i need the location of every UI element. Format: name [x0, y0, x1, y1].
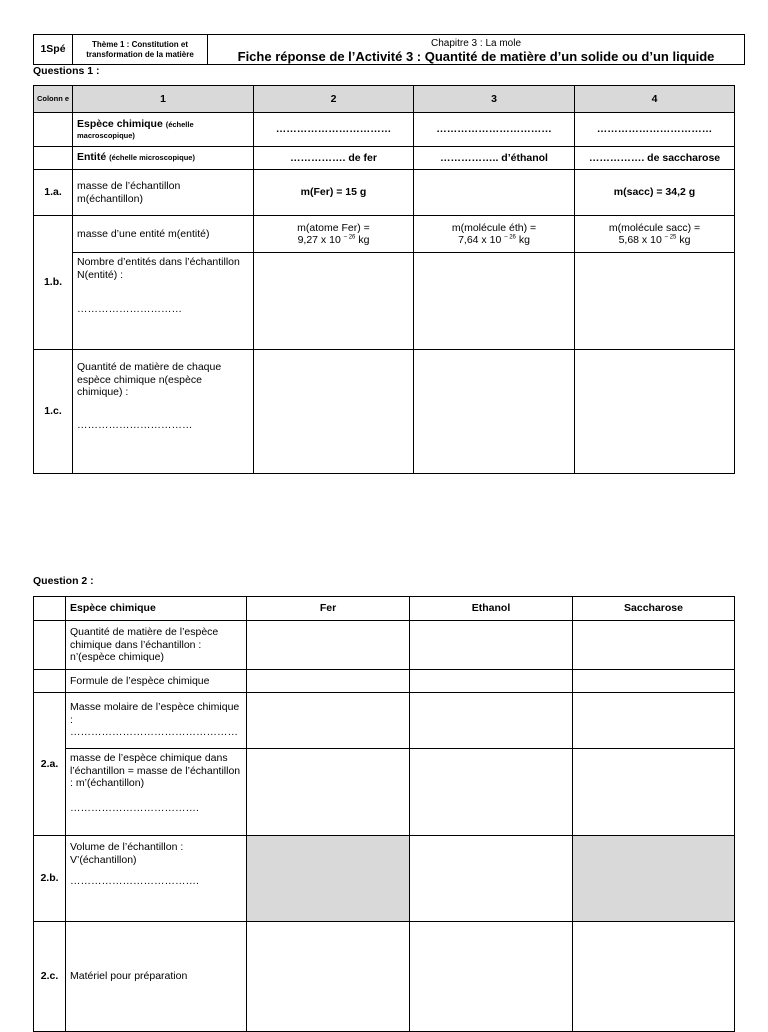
quantite2-row [34, 621, 735, 670]
greyed-cell [573, 836, 735, 922]
answer-cell[interactable] [247, 749, 410, 836]
masse-echantillon-row [34, 170, 735, 216]
nombre-entites-dots: ………………………… [77, 303, 182, 315]
answer-cell[interactable] [410, 621, 573, 670]
exponent: – 26 [504, 234, 516, 241]
answer-cell[interactable] [410, 922, 573, 1032]
answer-cell[interactable] [573, 693, 735, 749]
table1-header-row [34, 86, 735, 113]
masse-entite-label: masse d’une entité m(entité) [73, 216, 254, 253]
entite-ethanol: …………….. d’éthanol [414, 147, 575, 170]
col-header-3: 3 [414, 86, 575, 113]
header-fer: Fer [247, 597, 410, 621]
greyed-cell [247, 836, 410, 922]
answer-cell[interactable] [573, 749, 735, 836]
entite-scale: (échelle microscopique) [109, 153, 195, 163]
answer-cell[interactable] [247, 621, 410, 670]
formule-row [34, 670, 735, 693]
masse-molaire-label: Masse molaire de l’espèce chimique : [70, 701, 240, 726]
entite-saccharose: ……………. de saccharose [575, 147, 735, 170]
header-table [33, 34, 745, 65]
row-id-2c: 2.c. [34, 922, 66, 1032]
espece-blank-2: …………………………… [254, 113, 414, 147]
mantissa: 5,68 x 10 [618, 234, 662, 246]
quantite-label: Quantité de matière de chaque espèce chimique n(espèce chimique) : [77, 361, 222, 398]
questions-1-table [33, 85, 735, 474]
answer-cell[interactable] [247, 922, 410, 1032]
col-header-2: 2 [254, 86, 414, 113]
answer-cell[interactable] [573, 922, 735, 1032]
masse-echantillon-label: masse de l’échantillon m(échantillon) [73, 170, 254, 216]
entite-fer: ……………. de fer [254, 147, 414, 170]
row-id-2b: 2.b. [34, 836, 66, 922]
nombre-entites-label: Nombre d’entités dans l’échantillon N(entité) : [77, 256, 240, 281]
answer-cell[interactable] [573, 670, 735, 693]
entite-label: Entité [77, 151, 107, 164]
masse-molecule-eth-value [418, 234, 570, 247]
volume-cell [66, 836, 247, 922]
question-2-table [33, 596, 735, 1032]
answer-cell[interactable] [254, 350, 414, 474]
exponent: – 26 [343, 234, 356, 241]
masse-molecule-eth-label: m(molécule éth) = [451, 221, 537, 234]
mantissa: 9,27 x 10 [297, 234, 341, 246]
quantite-dots: …………………………… [77, 418, 193, 431]
volume-dots: ………………………………. [70, 875, 199, 887]
volume-label: Volume de l’échantillon : V’(échantillon) [70, 841, 184, 866]
masse-molecule-sacc-value [579, 234, 730, 247]
answer-cell[interactable] [410, 836, 573, 922]
masse-espece-row [34, 749, 735, 836]
answer-cell[interactable] [247, 693, 410, 749]
espece-scale: (échelle macroscopique) [77, 119, 194, 140]
masse-molecule-sacc [575, 216, 735, 253]
materiel-label: Matériel pour préparation [66, 922, 247, 1032]
question-2-label: Question 2 : [33, 575, 94, 587]
answer-cell[interactable] [573, 621, 735, 670]
masse-ethanol [414, 170, 575, 216]
answer-cell[interactable] [575, 350, 735, 474]
materiel-row [34, 922, 735, 1032]
volume-row [34, 836, 735, 922]
espece-row [34, 113, 735, 147]
level-label: 1Spé [34, 35, 73, 65]
row-id-1a: 1.a. [34, 170, 73, 216]
espece-label: Espèce chimique [77, 117, 163, 130]
unit: kg [679, 234, 691, 246]
masse-sacc: m(sacc) = 34,2 g [575, 170, 735, 216]
masse-atome-fer-value [258, 234, 409, 247]
masse-atome-fer-label: m(atome Fer) = [297, 221, 370, 234]
questions-1-label: Questions 1 : [33, 65, 100, 77]
masse-fer: m(Fer) = 15 g [254, 170, 414, 216]
masse-espece-dots: ………………………………. [70, 801, 199, 814]
espece-cell [73, 113, 254, 147]
header-ethanol: Ethanol [410, 597, 573, 621]
masse-molecule-sacc-label: m(molécule sacc) = [608, 221, 701, 234]
masse-espece-cell [66, 749, 247, 836]
quantite-cell [73, 350, 254, 474]
answer-cell[interactable] [410, 693, 573, 749]
title-cell [208, 35, 745, 65]
masse-espece-label: masse de l’espèce chimique dans l’échantillon = masse de l’échantillon : m’(échantillon) [70, 752, 241, 789]
quantite-row [34, 350, 735, 474]
unit: kg [358, 234, 370, 246]
answer-cell[interactable] [410, 670, 573, 693]
nombre-entites-row [34, 253, 735, 350]
masse-entite-row [34, 216, 735, 253]
masse-molaire-row [34, 693, 735, 749]
row-id-1c: 1.c. [34, 350, 73, 474]
masse-molaire-dots: ………………………………………… [70, 726, 238, 738]
unit: kg [518, 234, 530, 246]
col-header-4: 4 [575, 86, 735, 113]
entite-cell [73, 147, 254, 170]
entite-row [34, 147, 735, 170]
answer-cell[interactable] [410, 749, 573, 836]
header-espece: Espèce chimique [66, 597, 247, 621]
answer-cell[interactable] [414, 350, 575, 474]
nombre-entites-cell [73, 253, 254, 350]
answer-cell[interactable] [575, 253, 735, 350]
table2-header-row [34, 597, 735, 621]
mantissa: 7,64 x 10 [458, 234, 502, 246]
answer-cell[interactable] [254, 253, 414, 350]
masse-molecule-eth [414, 216, 575, 253]
quantite2-label: Quantité de matière de l’espèce chimique dans l’échantillon : n’(espèce chimique) [66, 621, 247, 670]
col-header-1: 1 [73, 86, 254, 113]
chapter-label: Chapitre 3 : La mole [430, 37, 522, 49]
formule-label: Formule de l’espèce chimique [66, 670, 247, 693]
answer-cell[interactable] [414, 253, 575, 350]
exponent: – 25 [664, 234, 677, 241]
theme-label: Thème 1 : Constitution et transformation de la matière [73, 35, 208, 65]
espece-blank-3: …………………………… [414, 113, 575, 147]
header-saccharose: Saccharose [573, 597, 735, 621]
espece-blank-4: …………………………… [575, 113, 735, 147]
colonne-header: Colonn e [34, 86, 73, 113]
answer-cell[interactable] [247, 670, 410, 693]
page-title: Fiche réponse de l’Activité 3 : Quantité de matière d’un solide ou d’un liquide [237, 48, 715, 64]
masse-atome-fer [254, 216, 414, 253]
row-id-2a: 2.a. [34, 693, 66, 836]
masse-molaire-cell [66, 693, 247, 749]
row-id-1b: 1.b. [34, 216, 73, 350]
